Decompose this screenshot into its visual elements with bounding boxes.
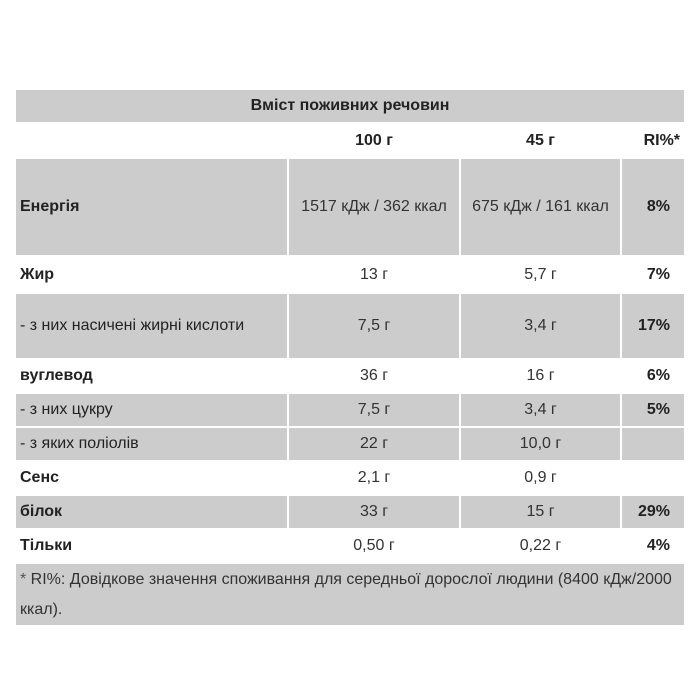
table-title-row: [16, 90, 684, 124]
value-per-45g: 16 г: [461, 360, 622, 394]
nutrient-name: Жир: [16, 257, 289, 294]
value-per-45g: 5,7 г: [461, 257, 622, 294]
nutrient-name: Сенс: [16, 462, 289, 496]
value-per-100g: 7,5 г: [289, 394, 461, 428]
nutrient-name: - з яких поліолів: [16, 428, 289, 462]
value-per-100g: 22 г: [289, 428, 461, 462]
table-row-protein: [16, 496, 684, 530]
ri-percent: 8%: [622, 159, 684, 257]
table-row-fat: [16, 257, 684, 294]
nutrient-name: - з них насичені жирні кислоти: [16, 294, 289, 360]
column-header-45g: 45 г: [461, 124, 622, 159]
table-row-polyols: [16, 428, 684, 462]
value-per-45g: 3,4 г: [461, 394, 622, 428]
footnote-text: RI%: Довідкове значення споживання для середньої дорослої людини (8400 кДж/2000 ккал).: [20, 570, 672, 618]
value-per-100g: 0,50 г: [289, 530, 461, 564]
column-header-ri: RI%*: [622, 124, 684, 159]
ri-percent: 4%: [622, 530, 684, 564]
table-row-energy: [16, 159, 684, 257]
nutrient-name: Енергія: [16, 159, 289, 257]
value-per-100g: 7,5 г: [289, 294, 461, 360]
value-per-45g: 15 г: [461, 496, 622, 530]
nutrient-name: білок: [16, 496, 289, 530]
value-per-45g: 675 кДж / 161 ккал: [461, 159, 622, 257]
nutrient-name: вуглевод: [16, 360, 289, 394]
table-row-saturated-fat: [16, 294, 684, 360]
value-per-45g: 3,4 г: [461, 294, 622, 360]
value-per-45g: 0,9 г: [461, 462, 622, 496]
footnote: [16, 564, 684, 627]
footnote-star: *: [20, 570, 27, 588]
ri-percent: 6%: [622, 360, 684, 394]
ri-percent: 7%: [622, 257, 684, 294]
value-per-100g: 33 г: [289, 496, 461, 530]
ri-percent: [622, 428, 684, 462]
ri-percent: 29%: [622, 496, 684, 530]
value-per-100g: 2,1 г: [289, 462, 461, 496]
table-row-salt: [16, 530, 684, 564]
ri-percent: 17%: [622, 294, 684, 360]
value-per-100g: 1517 кДж / 362 ккал: [289, 159, 461, 257]
nutrient-name: - з них цукру: [16, 394, 289, 428]
value-per-45g: 10,0 г: [461, 428, 622, 462]
column-header-100g: 100 г: [289, 124, 461, 159]
nutrient-name: Тільки: [16, 530, 289, 564]
ri-percent: 5%: [622, 394, 684, 428]
column-header-row: [16, 124, 684, 159]
value-per-45g: 0,22 г: [461, 530, 622, 564]
table-row-carbohydrate: [16, 360, 684, 394]
column-header-name: [16, 124, 289, 159]
value-per-100g: 36 г: [289, 360, 461, 394]
footnote-row: [16, 564, 684, 627]
table-row-fibre: [16, 462, 684, 496]
ri-percent: [622, 462, 684, 496]
table-title: Вміст поживних речовин: [16, 90, 684, 124]
nutrition-table: [16, 90, 684, 627]
table-row-sugars: [16, 394, 684, 428]
value-per-100g: 13 г: [289, 257, 461, 294]
